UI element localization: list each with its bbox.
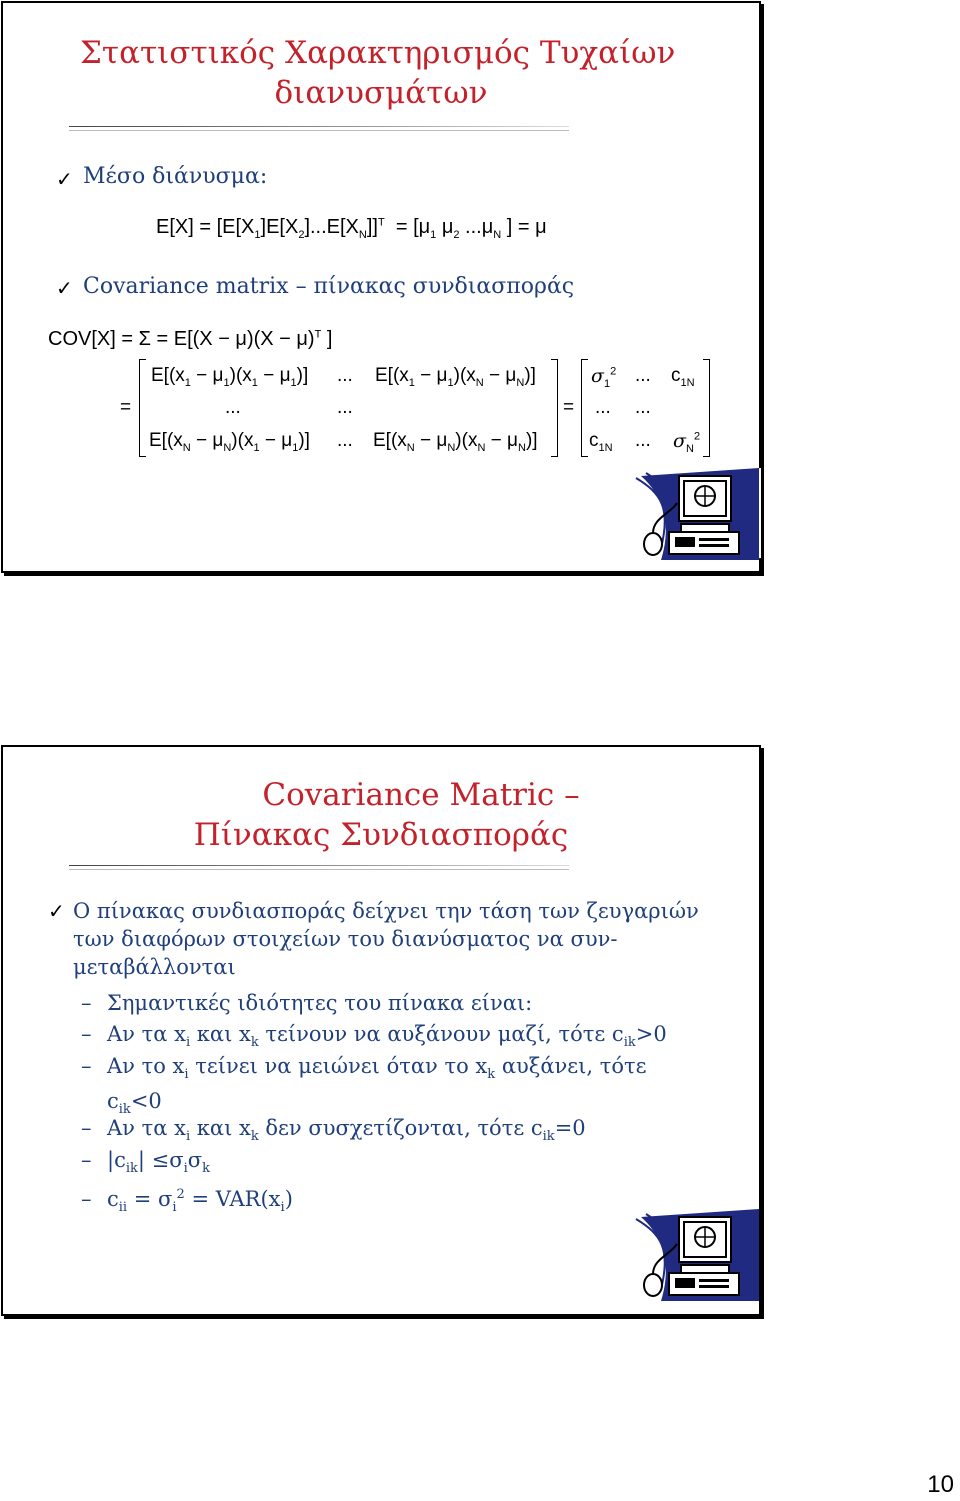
matrix-cell: ... [225,397,241,418]
matrix-cell: $\sigma_1^2$ [591,365,617,390]
matrix-cell: ... [635,365,651,386]
equals-sign: = [120,397,132,418]
matrix-right-bracket [703,359,710,457]
equals-sign: = [563,397,575,418]
bullet-covariance-matrix: Covariance matrix – πίνακας συνδιασποράς [83,274,575,299]
matrix-cell: $E[(x_1 - \mu_1)(x_N - \mu_N)]$ [375,365,536,389]
matrix-cell: $c_{1N}$ [671,365,695,389]
sub-item-zero: – Αν τα $x_i$ και $x_k$ δεν συσχετίζονται, τότε $c_{ik}=0$ [81,1116,586,1145]
matrix-cell: $\sigma_N^2$ [673,430,701,455]
matrix-cell: $E[(x_N - \mu_N)(x_N - \mu_N)]$ [373,430,538,454]
bullet-mean-vector: Μέσο διάνυσμα: [83,164,268,189]
slide-1 [1,1,761,573]
checkmark-icon: ✓ [56,167,73,191]
slide-1-title-line-1: Στατιστικός Χαρακτηρισμός Τυχαίων [80,35,676,71]
bullet-covariance-description: Ο πίνακας συνδιασποράς δείχνει την τάση των ζευγαριών των διαφόρων στοιχείων του διανύσματος να συν-μεταβάλλονται [73,899,699,979]
sub-item-negative: – Αν το $x_i$ τείνει να μειώνει όταν το $x_k$ αυξάνει, τότε $c_{ik}<0$ [81,1054,647,1118]
page-number: 10 [927,1471,954,1498]
title-underline-2 [69,869,569,870]
matrix-cell: ... [635,397,651,418]
matrix-cell: $E[(x_1 - \mu_1)(x_1 - \mu_1)]$ [151,365,309,389]
title-underline [69,865,569,866]
sub-item-variance: – $c_{ii} = \sigma_i^2 = VAR(x_i)$ [81,1187,293,1216]
matrix-cell: $E[(x_N - \mu_N)(x_1 - \mu_1)]$ [149,430,310,454]
slide-2 [1,745,761,1316]
mean-vector-formula: $E[X] = [E[X_1]E[X_2]...E[X_N]]^T = [\mu_1$ $\mu_2$ $...\mu_N$ ] = μ [156,216,547,241]
matrix-cell: $c_{1N}$ [589,430,613,454]
slide-2-title [3,775,759,855]
matrix-left-bracket [139,359,146,457]
computer-clipart-icon [631,468,761,563]
sub-item-bound: – $|c_{ik}| \le\sigma_i\sigma_k$ [81,1148,210,1177]
checkmark-icon: ✓ [48,899,65,923]
matrix-left-bracket [581,359,588,457]
covariance-formula: $COV[X] = \Sigma = E[(X - \mu)(X - \mu)^T$ ] [48,328,333,350]
computer-clipart-icon [631,1209,761,1304]
sub-item-properties: – Σημαντικές ιδιότητες του πίνακα είναι: [81,991,533,1015]
matrix-right-bracket [551,359,558,457]
matrix-cell: ... [337,365,353,386]
slide-1-title [3,33,759,113]
sub-item-text: Σημαντικές ιδιότητες του πίνακα είναι: [107,991,533,1015]
checkmark-icon: ✓ [56,276,73,300]
slide-1-title-line-2: διανυσμάτων [274,75,488,111]
slide-2-title-line-1: Covariance Matric – [262,777,580,813]
matrix-cell: ... [595,397,611,418]
title-underline [69,126,569,127]
matrix-cell: ... [337,397,353,418]
slide-2-title-line-2: Πίνακας Συνδιασποράς [193,817,569,853]
sub-item-positive: – Αν τα $x_i$ και $x_k$ τείνουν να αυξάνουν μαζί, τότε $c_{ik}>0$ [81,1022,667,1051]
matrix-cell: ... [635,430,651,451]
title-underline-2 [69,130,569,131]
matrix-cell: ... [337,430,353,451]
